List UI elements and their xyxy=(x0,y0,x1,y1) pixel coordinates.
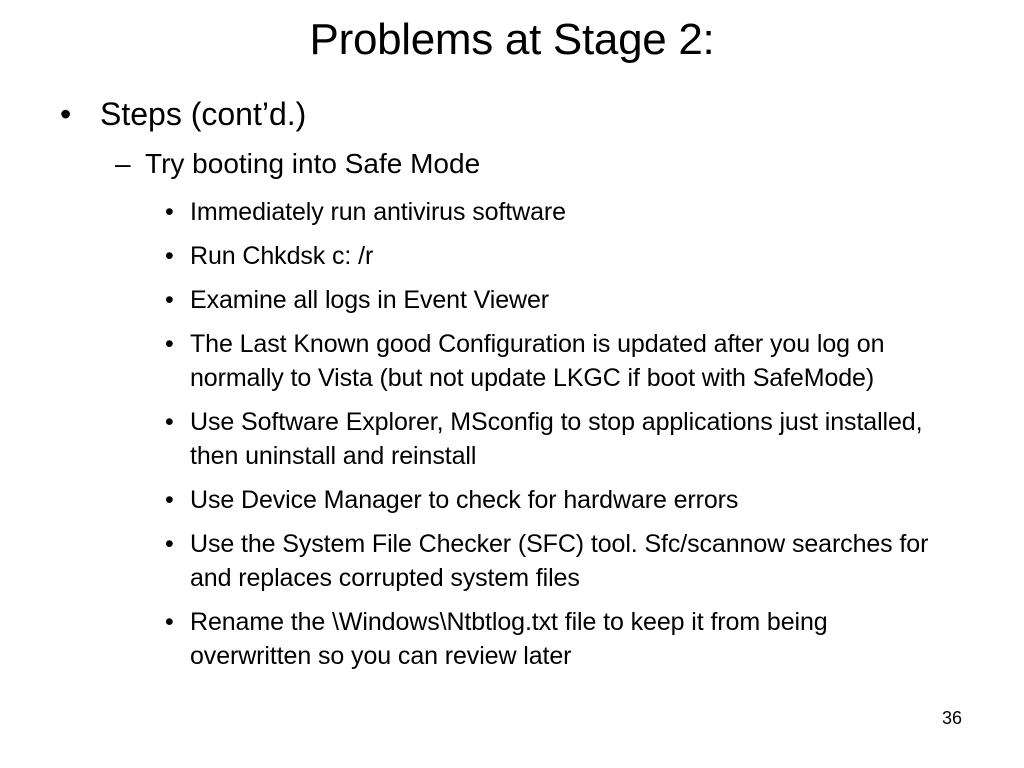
bullet-marker: • xyxy=(165,408,174,436)
bullet-text: Run Chkdsk c: /r xyxy=(190,242,374,270)
bullet-marker: • xyxy=(165,330,174,358)
bullet-marker: • xyxy=(60,96,72,132)
sub-bullet-item xyxy=(165,483,955,517)
bullet-marker: • xyxy=(165,486,174,514)
bullet-text: Use Software Explorer, MSconfig to stop applications just installed, then uninstall and reinstall xyxy=(190,408,923,470)
bullet-marker: • xyxy=(165,530,174,558)
page-number: 36 xyxy=(941,708,962,728)
sub-bullet-item xyxy=(165,283,955,317)
sub-bullet-list xyxy=(165,195,955,683)
sub-bullet-item xyxy=(165,605,955,673)
bullet-text: Try booting into Safe Mode xyxy=(145,148,481,179)
bullet-marker: • xyxy=(165,608,174,636)
dash-marker: – xyxy=(115,148,131,179)
bullet-text: Use the System File Checker (SFC) tool. Sfc/scannow searches for and replaces corrupted system files xyxy=(190,530,929,592)
sub-bullet-item xyxy=(165,405,955,473)
bullet-text: Steps (cont’d.) xyxy=(100,96,307,132)
bullet-text: Immediately run antivirus software xyxy=(190,198,566,226)
bullet-marker: • xyxy=(165,286,174,314)
bullet-text: Use Device Manager to check for hardware errors xyxy=(190,486,739,514)
bullet-marker: • xyxy=(165,242,174,270)
sub-bullet-item xyxy=(165,327,955,395)
bullet-text: The Last Known good Configuration is updated after you log on normally to Vista (but not update LKGC if boot with SafeMode) xyxy=(190,330,885,392)
sub-bullet-item xyxy=(165,195,955,229)
bullet-text: Rename the \Windows\Ntbtlog.txt file to keep it from being overwritten so you can review later xyxy=(190,608,828,670)
bullet-text: Examine all logs in Event Viewer xyxy=(190,286,550,314)
sub-bullet-item xyxy=(165,527,955,595)
sub-bullet-item xyxy=(165,239,955,273)
bullet-marker: • xyxy=(165,198,174,226)
slide-title: Problems at Stage 2: xyxy=(309,15,715,64)
